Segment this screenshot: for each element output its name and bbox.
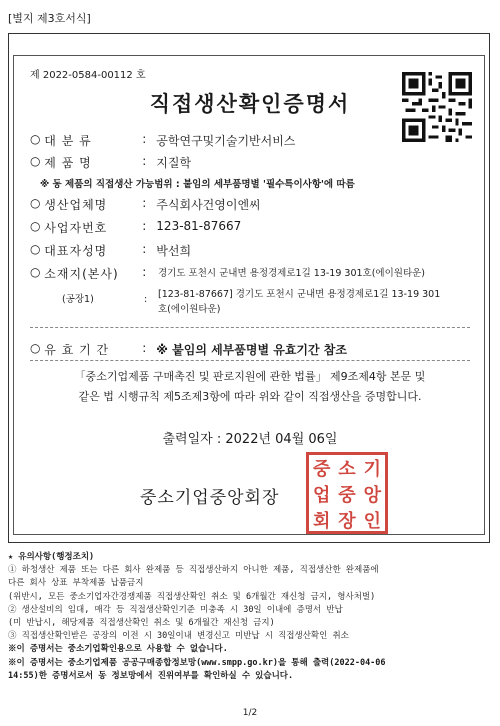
biz-no-label: 사업자번호	[44, 221, 108, 235]
page-number: 1/2	[242, 708, 258, 718]
note-line: ※이 증명서는 중소기업제품 공공구매종합정보망(www.smpp.go.kr)을 통해 출력(2022-04-06	[8, 657, 386, 668]
note-line: ※이 증명서는 중소기업확인용으로 사용할 수 없습니다.	[8, 644, 228, 655]
official-seal: 중 소 기 업 중 앙 회 장 인	[306, 452, 388, 534]
validity-label: 유 효 기 간	[44, 343, 110, 357]
statement-line-2: 같은 법 시행규칙 제5조제3항에 따라 위와 같이 직접생산을 증명합니다.	[78, 390, 422, 403]
product-label: 제 품 명	[44, 156, 92, 170]
address-label: 소재지(본사)	[44, 267, 119, 281]
product-row: ○ 제 품 명 : 지질학	[30, 154, 192, 170]
scope-note: ※ 동 제품의 직접생산 가능범위 : 붙임의 세부품명별 '필수특이사항'에 따름	[40, 179, 355, 190]
section-divider	[30, 327, 470, 328]
ceo-label: 대표자성명	[44, 244, 108, 258]
qr-code-icon	[402, 72, 472, 142]
ceo-value: 박선희	[156, 244, 192, 258]
statement-line-1: 「중소기업제품 구매촉진 및 판로지원에 관한 법률」 제9조제4항 본문 및	[74, 370, 426, 383]
note-line: (미 반납시, 해당제품 직접생산확인 취소 및 6개월간 재신청 금지)	[8, 618, 275, 629]
notes-heading: ★ 유의사항(행정조치)	[8, 552, 95, 562]
note-line: 다른 회사 상표 부착제품 납품금지	[8, 578, 144, 589]
issue-date: 출력일자 : 2022년 04월 06일	[162, 432, 338, 447]
note-line: (위반시, 모든 중소기업자간경쟁제품 직접생산확인 취소 및 6개월간 재신청 금지, 형사처벌)	[8, 591, 376, 602]
category-row: ○ 대 분 류 : 공학연구및기술기반서비스	[30, 132, 296, 148]
factory-value-line1: [123-81-87667] 경기도 포천시 군내면 용정경제로1길 13-19 301	[158, 289, 441, 300]
company-label: 생산업체명	[44, 198, 108, 212]
note-line: ② 생산설비의 임대, 매각 등 직접생산확인기준 미충족 시 30일 이내에 증명서 반납	[8, 604, 343, 615]
certificate-number: 제 2022-0584-00112 호	[30, 70, 146, 81]
form-number-tag: [별지 제3호서식]	[8, 12, 91, 25]
ceo-row: ○ 대표자성명 : 박선희	[30, 242, 192, 258]
validity-row: ○ 유 효 기 간 : ※ 붙임의 세부품명별 유효기간 참조	[30, 341, 347, 357]
category-value: 공학연구및기술기반서비스	[156, 134, 296, 148]
biz-no-value: 123-81-87667	[156, 219, 242, 233]
certificate-title: 직접생산확인증명서	[149, 91, 351, 116]
issuer-name: 중소기업중앙회장	[140, 488, 280, 508]
company-value: 주식회사건영이엔씨	[156, 198, 261, 212]
note-line: ③ 직접생산확인받은 공장의 이전 시 30일이내 변경신고 미반납 시 직접생산확인 취소	[8, 631, 349, 642]
company-row: ○ 생산업체명 : 주식회사건영이엔씨	[30, 196, 261, 212]
note-line: 14:55)한 증명서로서 동 정보망에서 진위여부를 확인하실 수 있습니다.	[8, 670, 294, 681]
category-label: 대 분 류	[44, 134, 92, 148]
factory-value-line2: 호(에이원타운)	[158, 304, 221, 315]
factory-label: (공장1)	[62, 294, 94, 305]
note-line: ① 하청생산 제품 또는 다른 회사 완제품 등 직접생산하지 아니한 제품, 직접생산한 완제품에	[8, 565, 379, 576]
address-row: ○ 소재지(본사) :	[30, 265, 147, 281]
notes-section	[8, 551, 492, 683]
product-value: 지질학	[156, 156, 192, 170]
validity-value: ※ 붙임의 세부품명별 유효기간 참조	[156, 343, 347, 357]
address-value: 경기도 포천시 군내면 용정경제로1길 13-19 301호(에이원타운)	[158, 268, 426, 279]
section-divider-2	[30, 360, 470, 361]
biz-no-row: ○ 사업자번호 : 123-81-87667	[30, 219, 242, 235]
